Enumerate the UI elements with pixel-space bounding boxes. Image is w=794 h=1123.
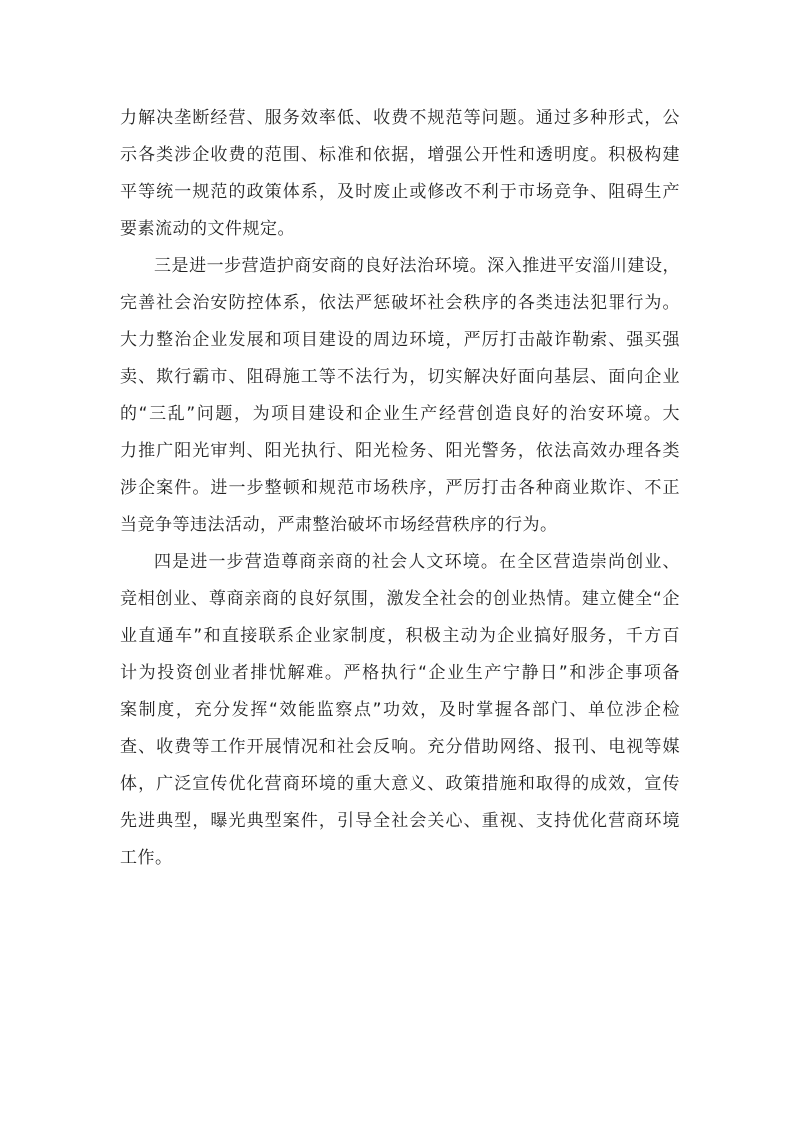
body-line: 力解决垄断经营、服务效率低、收费不规范等问题。通过多种形式，公 xyxy=(120,108,680,128)
body-line: 体，广泛宣传优化营商环境的重大意义、政策措施和取得的成效，宣传 xyxy=(120,774,680,794)
document-body xyxy=(120,100,680,877)
body-line: 当竞争等违法活动，严肃整治破坏市场经营秩序的行为。 xyxy=(120,515,558,535)
body-line: 卖、欺行霸市、阻碍施工等不法行为，切实解决好面向基层、面向企业 xyxy=(120,367,680,387)
paragraph-first-line: 三是进一步营造护商安商的良好法治环境。深入推进平安淄川建设， xyxy=(154,256,680,276)
paragraph-first-line: 四是进一步营造尊商亲商的社会人文环境。在全区营造崇尚创业、 xyxy=(154,552,680,572)
body-line: 计为投资创业者排忧解难。严格执行“企业生产宁静日”和涉企事项备 xyxy=(120,663,680,683)
body-line: 先进典型，曝光典型案件，引导全社会关心、重视、支持优化营商环境 xyxy=(120,811,680,831)
body-line: 竞相创业、尊商亲商的良好氛围，激发全社会的创业热情。建立健全“企 xyxy=(120,589,680,609)
body-line: 示各类涉企收费的范围、标准和依据，增强公开性和透明度。积极构建 xyxy=(120,145,680,165)
body-line: 查、收费等工作开展情况和社会反响。充分借助网络、报刊、电视等媒 xyxy=(120,737,680,757)
body-line: 工作。 xyxy=(120,848,173,868)
body-line: 涉企案件。进一步整顿和规范市场秩序，严厉打击各种商业欺诈、不正 xyxy=(120,478,680,498)
body-line: 大力整治企业发展和项目建设的周边环境，严厉打击敲诈勒索、强买强 xyxy=(120,330,680,350)
body-line: 力推广阳光审判、阳光执行、阳光检务、阳光警务，依法高效办理各类 xyxy=(120,441,680,461)
body-line: 平等统一规范的政策体系，及时废止或修改不利于市场竞争、阻碍生产 xyxy=(120,182,680,202)
body-line: 业直通车”和直接联系企业家制度，积极主动为企业搞好服务，千方百 xyxy=(120,626,680,646)
body-line: 完善社会治安防控体系，依法严惩破坏社会秩序的各类违法犯罪行为。 xyxy=(120,293,680,313)
body-line: 要素流动的文件规定。 xyxy=(120,219,295,239)
body-line: 案制度，充分发挥“效能监察点”功效，及时掌握各部门、单位涉企检 xyxy=(120,700,680,720)
body-line: 的“三乱”问题，为项目建设和企业生产经营创造良好的治安环境。大 xyxy=(120,404,680,424)
